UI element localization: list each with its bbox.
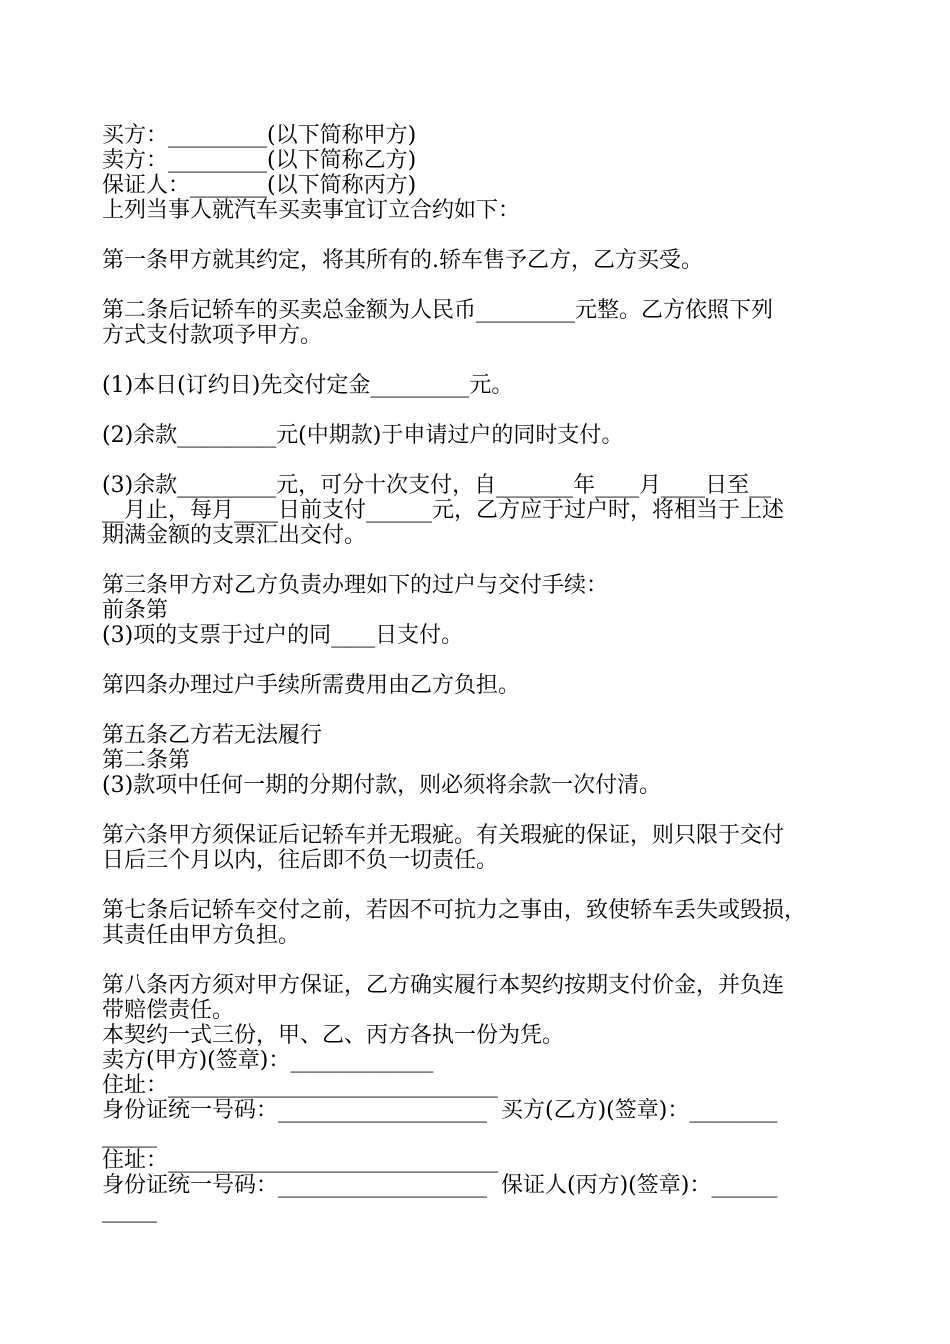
spacer [102, 223, 854, 248]
spacer [102, 273, 854, 298]
article-2-line: 第二条后记轿车的买卖总金额为人民币_________元整。乙方依照下列 [102, 298, 774, 323]
address-line: 住址：______________________________ [102, 1148, 499, 1173]
payment-item-2: (2)余款_________元(中期款)于申请过户的同时支付。 [102, 423, 624, 448]
article-5-line: (3)款项中任何一期的分期付款，则必须将余款一次付清。 [102, 773, 662, 798]
article-3-line: 前条第 [102, 598, 169, 623]
payment-item-3-line: __月止，每月____日前支付______元，乙方应于过户时，将相当于上述 [102, 498, 785, 523]
signature-block [102, 1048, 854, 1223]
article-8-line: 带赔偿责任。 [102, 998, 235, 1023]
article-8-line: 第八条丙方须对甲方保证，乙方确实履行本契约按期支付价金，并负连 [102, 973, 785, 998]
article-7-line: 第七条后记轿车交付之前，若因不可抗力之事由，致使轿车丢失或毁损， [102, 898, 807, 923]
seller-signature-line: 卖方(甲方)(签章)：_____________ [102, 1048, 434, 1073]
article-6-line: 日后三个月以内，往后即不负一切责任。 [102, 848, 499, 873]
address-line: 住址：______________________________ [102, 1073, 499, 1098]
article-7 [102, 898, 854, 948]
spacer [102, 548, 854, 573]
article-8 [102, 973, 854, 1048]
article-2 [102, 298, 854, 348]
payment-item-3-line: (3)余款_________元，可分十次支付，自_______年____月____日至__ [102, 473, 772, 498]
guarantor-line: 保证人：_______(以下简称丙方) [102, 173, 417, 198]
party-header [102, 123, 854, 223]
signature-continuation-line: _____ [102, 1123, 157, 1148]
id-and-guarantor-signature-line: 身份证统一号码：___________________ 保证人(丙方)(签章)：______ [102, 1173, 778, 1198]
spacer [102, 648, 854, 673]
preamble-line: 上列当事人就汽车买卖事宜订立合约如下： [102, 198, 521, 223]
signature-continuation-line: _____ [102, 1198, 157, 1223]
article-5 [102, 723, 854, 798]
spacer [102, 698, 854, 723]
buyer-line: 买方：_________(以下简称甲方) [102, 123, 417, 148]
spacer [102, 448, 854, 473]
contract-body [102, 123, 854, 1223]
article-6-line: 第六条甲方须保证后记轿车并无瑕疵。有关瑕疵的保证，则只限于交付 [102, 823, 785, 848]
article-3 [102, 573, 854, 648]
payment-item-1: (1)本日(订约日)先交付定金_________元。 [102, 373, 514, 398]
seller-line: 卖方：_________(以下简称乙方) [102, 148, 417, 173]
article-7-line: 其责任由甲方负担。 [102, 923, 301, 948]
article-5-line: 第五条乙方若无法履行 [102, 723, 323, 748]
article-5-line: 第二条第 [102, 748, 191, 773]
spacer [102, 348, 854, 373]
article-1: 第一条甲方就其约定，将其所有的.轿车售予乙方，乙方买受。 [102, 248, 703, 273]
spacer [102, 398, 854, 423]
payment-item-3 [102, 473, 854, 548]
article-3-line: (3)项的支票于过户的同____日支付。 [102, 623, 464, 648]
copies-clause: 本契约一式三份，甲、乙、丙方各执一份为凭。 [102, 1023, 565, 1048]
payment-item-3-line: 期满金额的支票汇出交付。 [102, 523, 367, 548]
article-3-line: 第三条甲方对乙方负责办理如下的过户与交付手续： [102, 573, 609, 598]
spacer [102, 873, 854, 898]
spacer [102, 798, 854, 823]
article-4: 第四条办理过户手续所需费用由乙方负担。 [102, 673, 521, 698]
id-and-buyer-signature-line: 身份证统一号码：___________________ 买方(乙方)(签章)：________ [102, 1098, 778, 1123]
spacer [102, 948, 854, 973]
article-6 [102, 823, 854, 873]
article-2-line: 方式支付款项予甲方。 [102, 323, 323, 348]
